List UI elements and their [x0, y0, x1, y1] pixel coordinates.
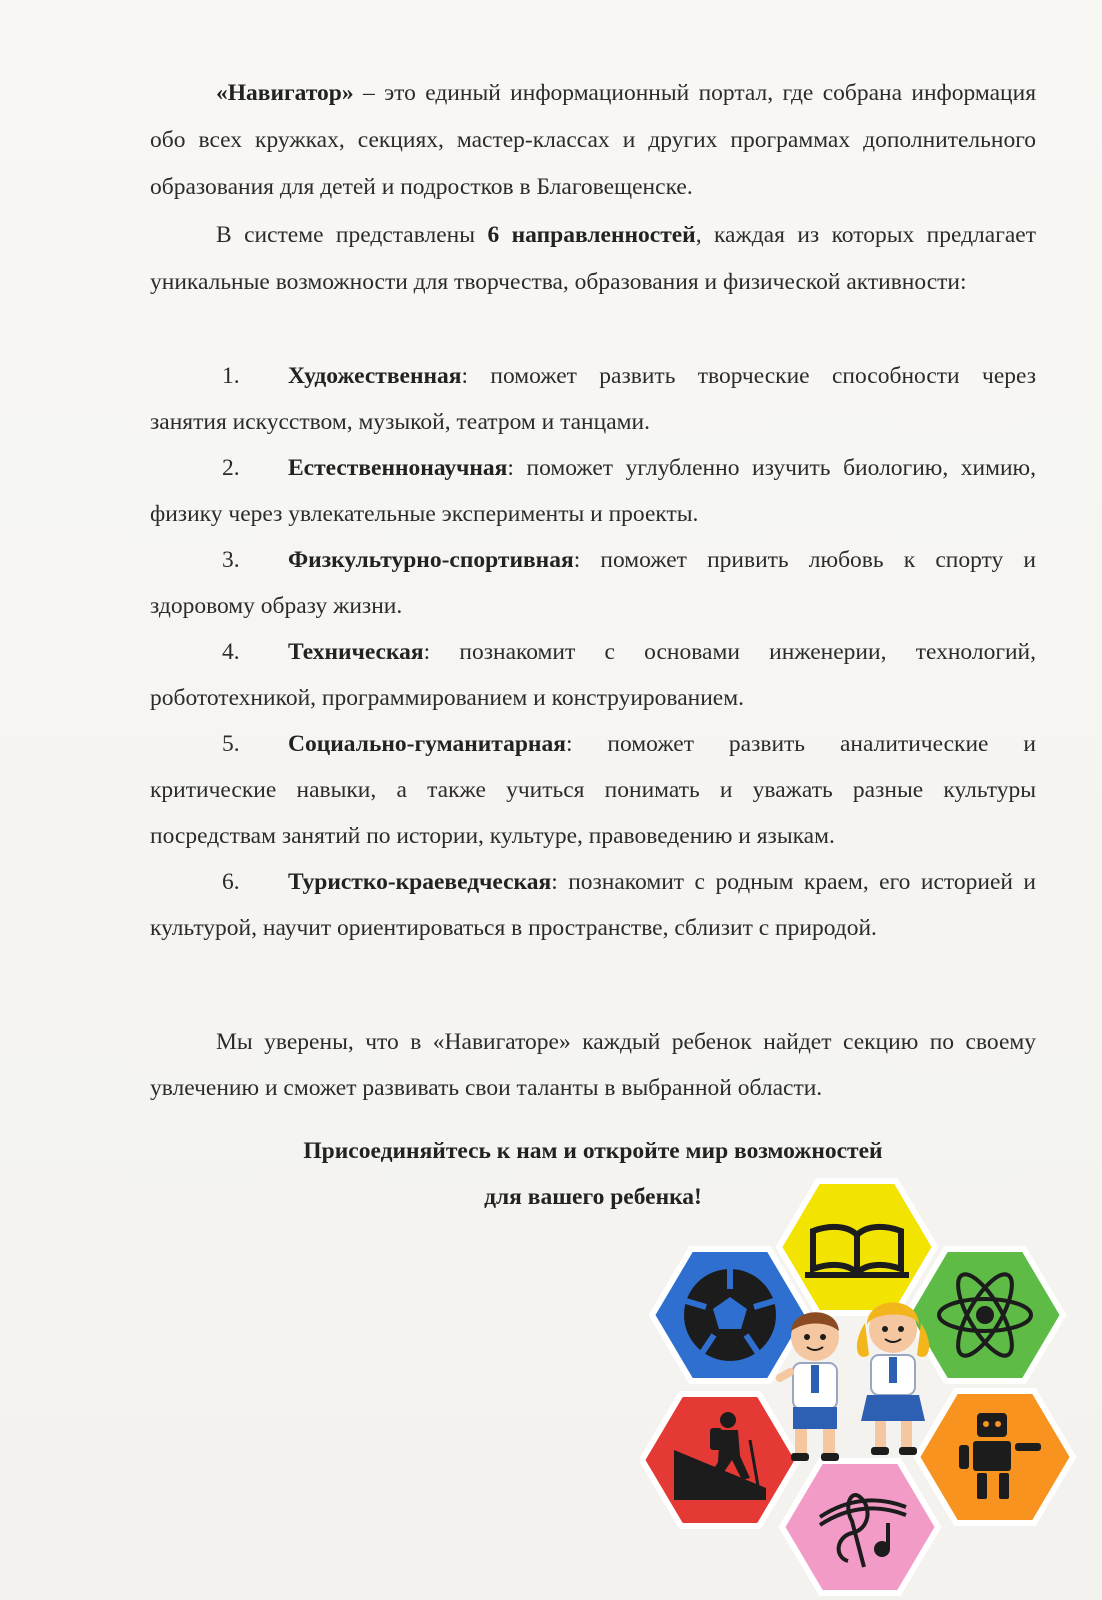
list-item: 5. Социально-гуманитарная: поможет развить аналитические и критические навыки, а также учиться понимать и уважать разные культуры посредствам занятий по истории, культуре, правоведению и языкам. [150, 731, 1036, 849]
system-section [150, 212, 1036, 306]
list-item: 4. Техническая: познакомит с основами инженерии, технологий, робототехникой, программированием и конструированием. [150, 639, 1036, 711]
hex-green [907, 1249, 1063, 1381]
list-item: 1. Художественная: поможет развить творческие способности через занятия искусством, музыкой, театром и танцами. [150, 363, 1036, 435]
cta-line-1: Присоединяйтесь к нам и откройте мир возможностей [303, 1138, 883, 1164]
portal-name: «Навигатор» [216, 80, 354, 106]
cta-line-2: для вашего ребенка! [484, 1184, 702, 1210]
intro-paragraph: «Навигатор» – это единый информационный портал, где собрана информация обо всех кружках, секциях, мастер-классах и других программах дополнительного образования для детей и подростков в Благовещенске. [150, 80, 1036, 200]
hex-orange [917, 1391, 1073, 1523]
hex-red [642, 1394, 798, 1526]
directions-list [150, 353, 1036, 951]
children-illustration [774, 1303, 929, 1462]
hex-yellow [779, 1181, 935, 1313]
soccer-ball-icon [684, 1269, 776, 1361]
list-item: 6. Туристко-краеведческая: познакомит с родным краем, его историей и культурой, научит ориентироваться в пространстве, сблизит с природой. [150, 869, 1036, 941]
system-paragraph: В системе представлены 6 направленностей, каждая из которых предлагает уникальные возможности для творчества, образования и физической активности: [150, 222, 1036, 295]
closing-paragraph: Мы уверены, что в «Навигаторе» каждый ребенок найдет секцию по своему увлечению и сможет развивать свои таланты в выбранной области. [150, 1029, 1036, 1101]
closing-section [150, 1019, 1036, 1111]
hex-pink [782, 1461, 938, 1593]
intro-section [150, 70, 1036, 211]
list-item: 3. Физкультурно-спортивная: поможет привить любовь к спорту и здоровому образу жизни. [150, 547, 1036, 619]
directions-hex-illustration [640, 1175, 1080, 1600]
directions-count: 6 направленностей [487, 222, 696, 248]
hex-blue [652, 1249, 808, 1381]
list-item: 2. Естественнонаучная: поможет углубленно изучить биологию, химию, физику через увлекательные эксперименты и проекты. [150, 455, 1036, 527]
